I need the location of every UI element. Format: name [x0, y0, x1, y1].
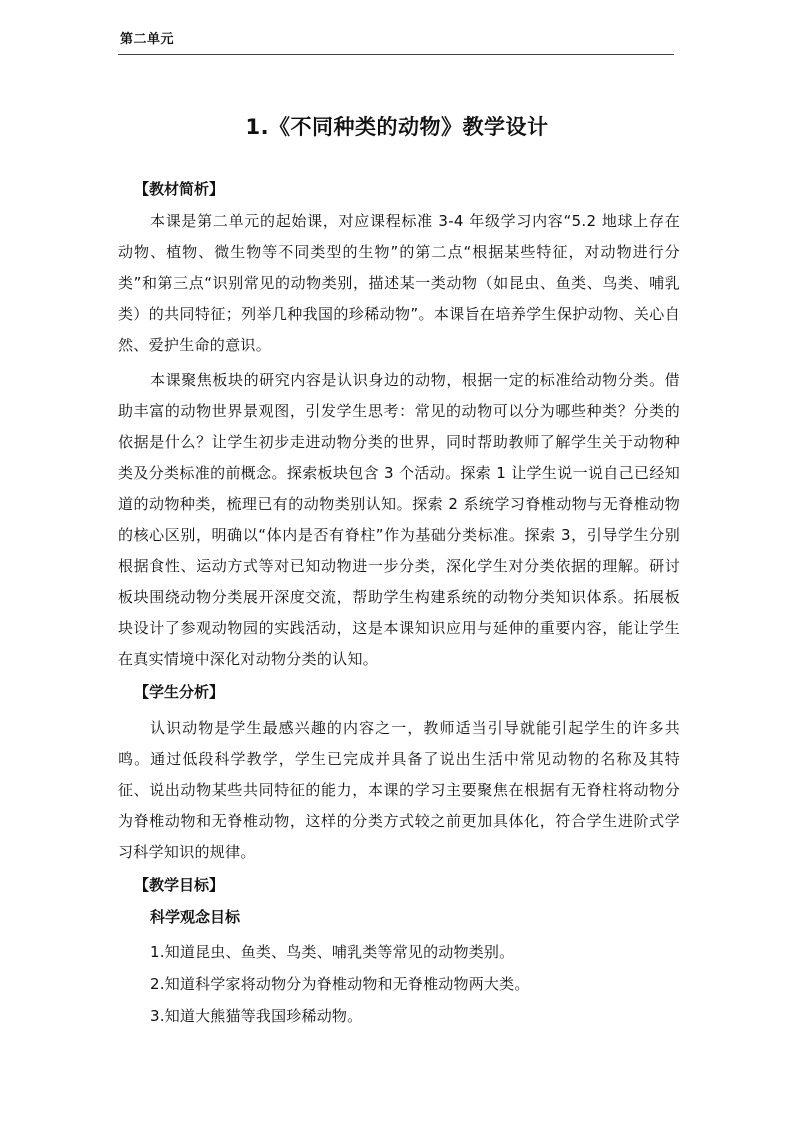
goal-item-2: 2.知道科学家将动物分为脊椎动物和无脊椎动物两大类。: [150, 975, 530, 993]
goal-item-3: 3.知道大熊猫等我国珍稀动物。: [150, 1007, 363, 1025]
section-heading-students: 【学生分析】: [134, 683, 225, 701]
goals-subheading: 科学观念目标: [150, 908, 241, 926]
section-heading-goals: 【教学目标】: [134, 876, 225, 894]
header-divider: [118, 54, 674, 55]
document-title: 1.《不同种类的动物》教学设计: [245, 115, 549, 139]
document-body: [118, 176, 680, 1032]
materials-paragraph-2: 本课聚焦板块的研究内容是认识身边的动物，根据一定的标准给动物分类。借助丰富的动物世界景观图，引发学生思考：常见的动物可以分为哪些种类？分类的依据是什么？让学生初步走进动物分类的世界，同时帮助教师了解学生关于动物种类及分类标准的前概念。探索板块包含 3 个活动。探索 1 让学生说一说自己已经知道的动物种类，梳理已有的动物类别认知。探索 2 系统学习脊椎动物与无脊椎动物的核心区别，明确以“体内是否有脊柱”作为基础分类标准。探索 3，引导学生分别根据食性、运动方式等对已知动物进一步分类，深化学生对分类依据的理解。研讨板块围绕动物分类展开深度交流，帮助学生构建系统的动物分类知识体系。拓展板块设计了参观动物园的实践活动，这是本课知识应用与延伸的重要内容，能让学生在真实情境中深化对动物分类的认知。: [118, 371, 680, 668]
page-header-unit: 第二单元: [120, 32, 175, 47]
materials-paragraph-1: 本课是第二单元的起始课，对应课程标准 3-4 年级学习内容“5.2 地球上存在动物、植物、微生物等不同类型的生物”的第二点“根据某些特征，对动物进行分类”和第三点“识别常见的动物类别，描述某一类动物（如昆虫、鱼类、鸟类、哺乳类）的共同特征；列举几种我国的珍稀动物”。本课旨在培养学生保护动物、关心自然、爱护生命的意识。: [118, 212, 680, 354]
section-heading-materials: 【教材简析】: [134, 180, 225, 198]
goal-item-1: 1.知道昆虫、鱼类、鸟类、哺乳类等常见的动物类别。: [150, 943, 515, 961]
students-paragraph-1: 认识动物是学生最感兴趣的内容之一，教师适当引导就能引起学生的许多共鸣。通过低段科学教学，学生已完成并具备了说出生活中常见动物的名称及其特征、说出动物某些共同特征的能力，本课的学习主要聚焦在根据有无脊柱将动物分为脊椎动物和无脊椎动物，这样的分类方式较之前更加具体化，符合学生进阶式学习科学知识的规律。: [118, 719, 680, 861]
